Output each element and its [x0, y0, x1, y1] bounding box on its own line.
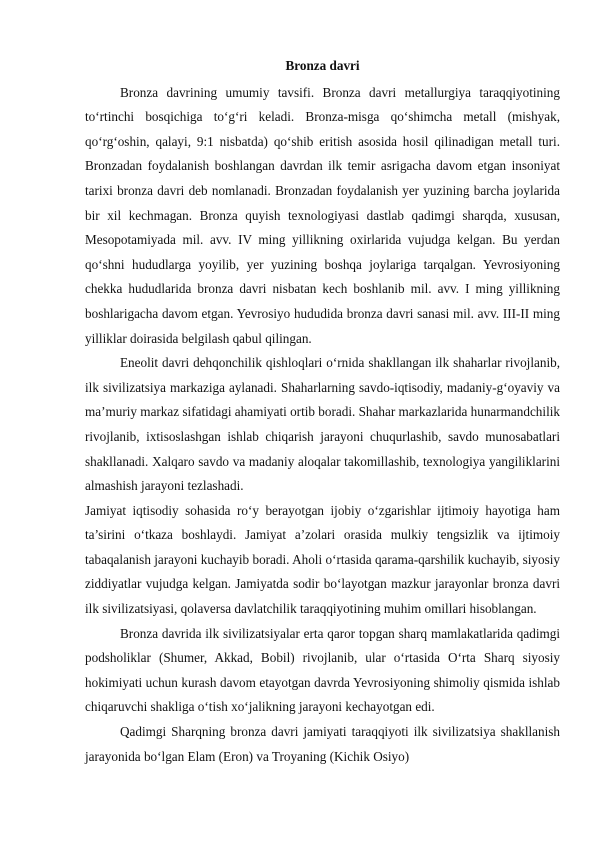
paragraph-1: Bronza davrining umumiy tavsifi. Bronza davri metallurgiya taraqqiyotining to‘rtinchi bosqichiga to‘g‘ri keladi. Bronza-misga qo‘shimcha metall (mishyak, qo‘rg‘oshin, qalayi, 9:1 nisbatda) qo‘shib eritish asosida hosil qilinadigan metall turi. Bronzadan foydalanish boshlangan davrdan ilk temir asrigacha davom etgan insoniyat tarixi bronza davri deb nomlanadi. Bronzadan foydalanish yer yuzining barcha joylarida bir xil kechmagan. Bronza quyish texnologiyasi dastlab qadimgi sharqda, xususan, Mesopotamiyada mil. avv. IV ming yillikning oxirlarida vujudga kelgan. Bu yerdan qo‘shni hududlarga yoyilib, yer yuzining boshqa joylariga tarqalgan. Yevrosiyoning chekka hududlarida bronza davri nisbatan kech boshlanib mil. avv. I ming yillikning boshlarigacha davom etgan. Yevrosiyo hududida bronza davri sanasi mil. avv. III-II ming yilliklar doirasida belgilash qabul qilingan.	[85, 84, 560, 346]
document-page	[85, 56, 560, 769]
paragraph-3: Jamiyat iqtisodiy sohasida ro‘y berayotgan ijobiy o‘zgarishlar ijtimoiy hayotiga ham ta’sirini o‘tkaza boshlaydi. Jamiyat a’zolari orasida mulkiy tengsizlik va ijtimoiy tabaqalanish jarayoni kuchayib boradi. Aholi o‘rtasida qarama-qarshilik kuchayib, siyosiy ziddiyatlar vujudga kelgan. Jamiyatda sodir bo‘layotgan mazkur jarayonlar bronza davri ilk sivilizatsiyasi, qolaversa davlatchilik taraqqiyotining muhim omillari hisoblangan.	[85, 502, 560, 617]
paragraph-2: Eneolit davri dehqonchilik qishloqlari o‘rnida shakllangan ilk shaharlar rivojlanib, ilk sivilizatsiya markaziga aylanadi. Shaharlarning savdo-iqtisodiy, madaniy-g‘oyaviy va ma’muriy markaz sifatidagi ahamiyati ortib boradi. Shahar markazlarida hunarmandchilik rivojlanib, ixtisoslashgan ishlab chiqarish jarayoni chuqurlashib, savdo munosabatlari shakllanadi. Xalqaro savdo va madaniy aloqalar takomillashib, texnologiya yangiliklarini almashish jarayoni tezlashadi.	[85, 355, 560, 494]
document-title: Bronza davri	[285, 58, 360, 73]
paragraph-4: Bronza davrida ilk sivilizatsiyalar erta qaror topgan sharq mamlakatlarida qadimgi podsholiklar (Shumer, Akkad, Bobil) rivojlanib, ular o‘rtasida O‘rta Sharq siyosiy hokimiyati uchun kurash davom etayotgan davrda Yevrosiyoning shimoliy qismida ishlab chiqaruvchi shakliga o‘tish xo‘jalikning jarayoni kechayotgan edi.	[85, 625, 560, 715]
paragraph-5: Qadimgi Sharqning bronza davri jamiyati taraqqiyoti ilk sivilizatsiya shakllanish jarayonida bo‘lgan Elam (Eron) va Troyaning (Kichik Osiyo)	[85, 724, 560, 764]
